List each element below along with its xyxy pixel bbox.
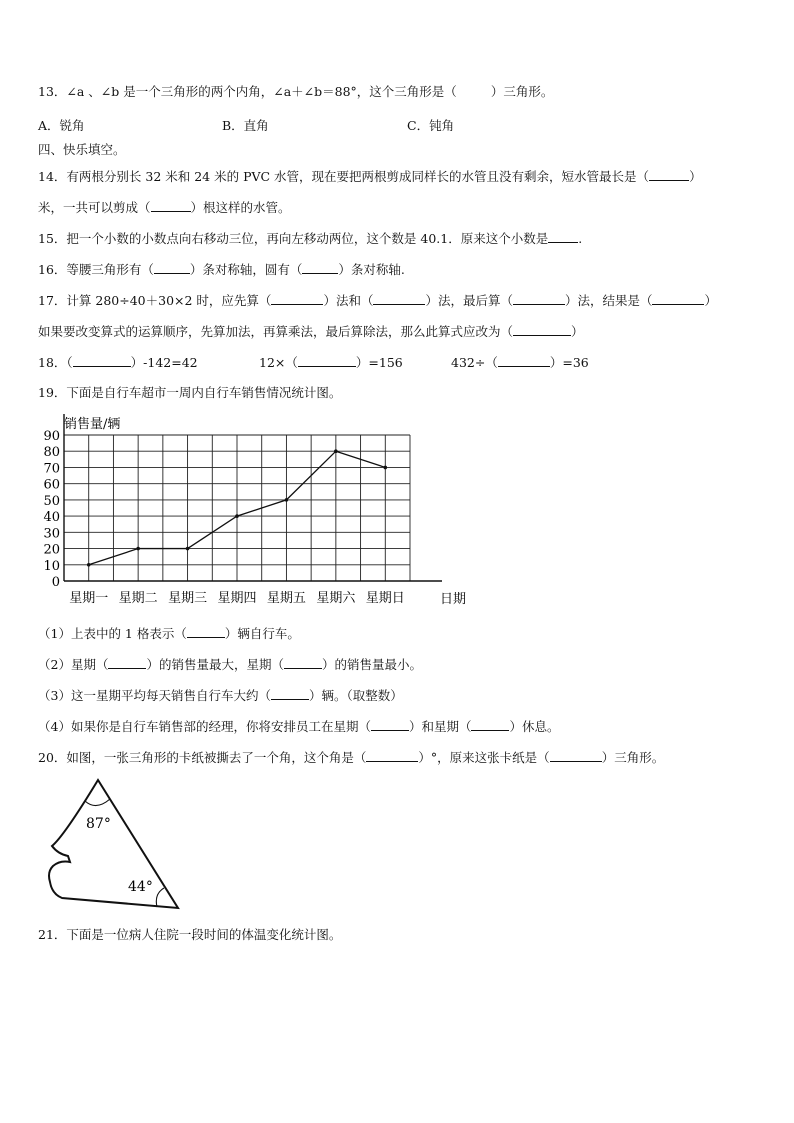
x-tick-label: 星期四: [217, 591, 257, 606]
q17-text-e: ）: [704, 293, 717, 308]
q20-blank-2[interactable]: [550, 749, 602, 762]
data-point: [383, 466, 387, 470]
x-tick-label: 星期二: [118, 591, 158, 606]
q17-text-d: ）法，结果是（: [564, 293, 653, 308]
q21-title: 21．下面是一位病人住院一段时间的体温变化统计图。: [38, 927, 342, 942]
q17-text-b: ）法和（: [323, 293, 374, 308]
torn-triangle-figure: [38, 776, 188, 916]
q19-sub4: [38, 718, 560, 735]
q19-s3a: （3）这一星期平均每天销售自行车大约（: [38, 688, 271, 703]
q16-blank-2[interactable]: [302, 261, 338, 274]
chart-grid: [64, 435, 410, 581]
torn-triangle-outline: [49, 780, 178, 908]
q17-text-l2a: 如果要改变算式的运算顺序，先算加法，再算乘法，最后算除法，那么此算式应改为（: [38, 324, 514, 339]
q19-title: 19．下面是自行车超市一周内自行车销售情况统计图。: [38, 385, 342, 400]
q14-text1: 14．有两根分别长 32 米和 24 米的 PVC 水管，现在要把两根剪成同样长的水管且没有剩余，短水管最长是（: [38, 169, 650, 184]
q16-text-a: 16．等腰三角形有（: [38, 262, 154, 277]
section-heading: 四、快乐填空。: [38, 142, 126, 157]
q19-s2a: （2）星期（: [38, 657, 109, 672]
q16-text-b: ）条对称轴，圆有（: [189, 262, 303, 277]
x-tick-label: 星期六: [316, 591, 356, 606]
data-point: [87, 563, 91, 567]
data-point: [136, 547, 140, 551]
top-angle-arc: [85, 799, 110, 806]
q18-blank-3[interactable]: [498, 354, 550, 367]
data-point: [334, 449, 338, 453]
q17-blank-2[interactable]: [373, 292, 425, 305]
q13-line: [38, 84, 553, 100]
chart-x-ticks: [69, 591, 405, 606]
q17-line1: [38, 292, 717, 309]
y-tick-label: 40: [43, 510, 60, 526]
q19-sub2: [38, 656, 422, 673]
q15-blank[interactable]: [548, 230, 578, 243]
right-angle-arc: [156, 888, 164, 907]
x-tick-label: 星期三: [168, 591, 208, 606]
q20-text-b: ）°，原来这张卡纸是（: [418, 750, 550, 765]
q19-blank-5[interactable]: [371, 718, 409, 731]
q18-p2a: 12×（: [259, 355, 298, 370]
q18-p1b: ）-142=42: [130, 355, 198, 370]
q19-s4a: （4）如果你是自行车销售部的经理，你将安排员工在星期（: [38, 719, 371, 734]
q19-blank-2[interactable]: [108, 656, 146, 669]
q20-text-c: ）三角形。: [601, 750, 665, 765]
q18-p3a: 432÷（: [451, 355, 498, 370]
q19-s1b: ）辆自行车。: [224, 626, 300, 641]
y-tick-label: 70: [43, 461, 60, 477]
q15-end: .: [578, 231, 583, 246]
q13-suffix: ）三角形。: [490, 84, 554, 99]
bike-sales-chart: [36, 410, 476, 610]
top-angle-label: 87°: [86, 816, 111, 832]
q14-text2b: ）根这样的水管。: [190, 200, 291, 215]
q19-blank-4[interactable]: [271, 687, 309, 700]
right-angle-label: 44°: [128, 879, 153, 895]
q16-blank-1[interactable]: [154, 261, 190, 274]
y-tick-label: 20: [43, 542, 60, 558]
q17-text-a: 17．计算 280÷40＋30×2 时，应先算（: [38, 293, 272, 308]
q19-s1a: （1）上表中的 1 格表示（: [38, 626, 187, 641]
q18-part1: [38, 354, 198, 371]
q17-blank-3[interactable]: [513, 292, 565, 305]
q14-blank-2[interactable]: [151, 199, 191, 212]
y-tick-label: 90: [43, 429, 60, 444]
chart-x-label: 日期: [440, 592, 467, 607]
q19-s3b: ）辆。（取整数）: [308, 688, 403, 703]
q16-text-c: ）条对称轴.: [338, 262, 405, 277]
q19-s2c: ）的销售量最小。: [321, 657, 422, 672]
q13-option-b[interactable]: B．直角: [222, 118, 269, 133]
q17-blank-4[interactable]: [652, 292, 704, 305]
q19-blank-1[interactable]: [187, 625, 225, 638]
q19-s4c: ）休息。: [509, 719, 560, 734]
q18-p3b: ）=36: [549, 355, 589, 370]
x-tick-label: 星期一: [69, 591, 109, 606]
q14-blank-1[interactable]: [649, 168, 689, 181]
q13-prefix: 13．∠a 、∠b 是一个三角形的两个内角，∠a＋∠b＝88°，这个三角形是（: [38, 84, 457, 99]
q17-blank-5[interactable]: [513, 323, 571, 336]
q19-blank-6[interactable]: [471, 718, 509, 731]
y-tick-label: 60: [43, 477, 60, 493]
q17-text-c: ）法，最后算（: [425, 293, 513, 308]
q18-part2: [259, 354, 403, 371]
data-point: [186, 547, 190, 551]
x-tick-label: 星期五: [266, 591, 306, 606]
y-tick-label: 50: [43, 493, 60, 509]
q13-answer-blank[interactable]: [457, 84, 491, 96]
q14-line2: [38, 199, 291, 216]
q19-s2b: ）的销售量最大，星期（: [146, 657, 284, 672]
q19-sub1: [38, 625, 300, 642]
y-tick-label: 80: [43, 445, 60, 461]
chart-y-ticks: [43, 429, 60, 590]
q18-blank-2[interactable]: [298, 354, 356, 367]
q14-text2a: 米，一共可以剪成（: [38, 200, 151, 215]
q20-text-a: 20．如图，一张三角形的卡纸被撕去了一个角，这个角是（: [38, 750, 367, 765]
data-point: [235, 514, 239, 518]
x-tick-label: 星期日: [365, 591, 405, 606]
q14-line1: [38, 168, 702, 185]
y-tick-label: 0: [51, 575, 60, 590]
q15-text: 15．把一个小数的小数点向右移动三位，再向左移动两位，这个数是 40.1．原来这个小数是: [38, 231, 549, 246]
q18-p1a: 18．（: [38, 355, 73, 370]
q19-sub3: [38, 687, 403, 704]
data-point: [285, 498, 289, 502]
q17-text-l2b: ）: [571, 324, 584, 339]
q20-blank-1[interactable]: [366, 749, 418, 762]
q19-s4b: ）和星期（: [408, 719, 472, 734]
q18-p2b: ）=156: [355, 355, 403, 370]
q13-option-a[interactable]: A．锐角: [38, 118, 85, 133]
q17-blank-1[interactable]: [271, 292, 323, 305]
q16-line: [38, 261, 405, 278]
q19-blank-3[interactable]: [284, 656, 322, 669]
chart-y-label: 销售量/辆: [64, 417, 121, 432]
q18-blank-1[interactable]: [73, 354, 131, 367]
q17-line2: [38, 323, 584, 340]
y-tick-label: 30: [43, 526, 60, 542]
y-tick-label: 10: [43, 558, 60, 574]
q14-text1-end: ）: [689, 169, 702, 184]
q18-part3: [451, 354, 589, 371]
q15-line: [38, 230, 582, 247]
q20-line: [38, 749, 664, 766]
q13-option-c[interactable]: C．钝角: [407, 118, 455, 133]
